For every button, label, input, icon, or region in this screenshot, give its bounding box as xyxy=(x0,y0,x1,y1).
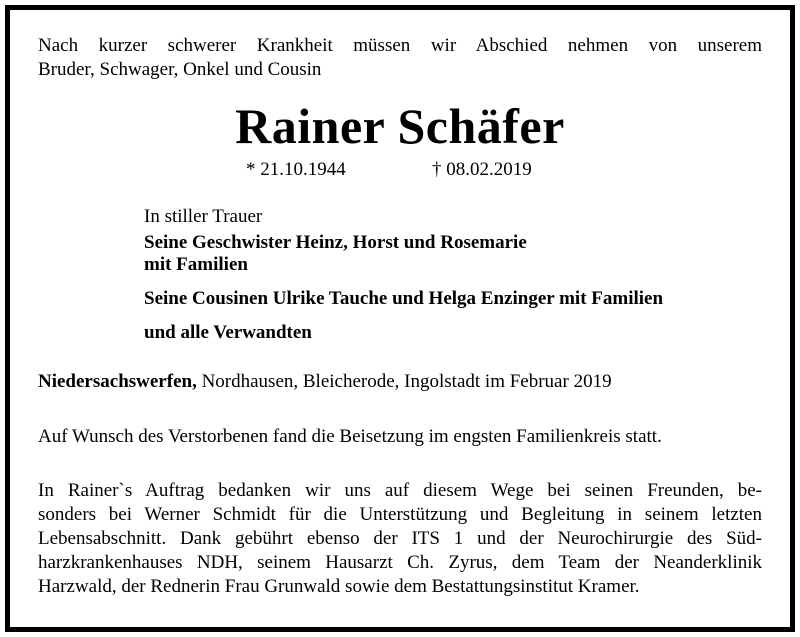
thanks-paragraph xyxy=(38,479,762,599)
place-secondary: Nordhausen, Bleicherode, Ingolstadt im Februar 2019 xyxy=(196,371,612,392)
mourners-relatives: und alle Verwandten xyxy=(144,322,312,343)
thanks-line: In Rainer`s Auftrag bedanken wir uns auf diesem Wege bei seinen Freunden, be- xyxy=(38,480,762,501)
thanks-line: sonders bei Werner Schmidt für die Unterstützung und Begleitung in seinem letzten xyxy=(38,504,762,525)
thanks-line: Harzwald, der Rednerin Frau Grunwald sowie dem Bestattungsinstitut Kramer. xyxy=(38,576,640,597)
mourning-opening: In stiller Trauer xyxy=(144,206,263,227)
place-and-date xyxy=(38,370,762,394)
mourners-siblings: Seine Geschwister Heinz, Horst und Rosemarie xyxy=(144,232,527,253)
death-date: † 08.02.2019 xyxy=(432,159,532,180)
mourners-cousins: Seine Cousinen Ulrike Tauche und Helga Enzinger mit Familien xyxy=(144,288,664,309)
place-primary: Niedersachswerfen, xyxy=(38,371,197,392)
intro-text xyxy=(38,34,762,82)
burial-note: Auf Wunsch des Verstorbenen fand die Beisetzung im engsten Familienkreis statt. xyxy=(38,426,662,447)
thanks-line: harzkrankenhauses NDH, seinem Hausarzt Ch. Zyrus, dem Team der Neanderklinik xyxy=(38,552,762,573)
birth-date: * 21.10.1944 xyxy=(246,159,346,180)
intro-line-1: Nach kurzer schwerer Krankheit müssen wir Abschied nehmen von unserem xyxy=(38,35,762,56)
mourners-siblings-families: mit Familien xyxy=(144,254,248,275)
thanks-line: Lebensabschnitt. Dank gebührt ebenso der ITS 1 und der Neurochirurgie des Süd- xyxy=(38,528,762,549)
intro-line-2: Bruder, Schwager, Onkel und Cousin xyxy=(38,59,322,80)
deceased-name: Rainer Schäfer xyxy=(235,98,565,154)
